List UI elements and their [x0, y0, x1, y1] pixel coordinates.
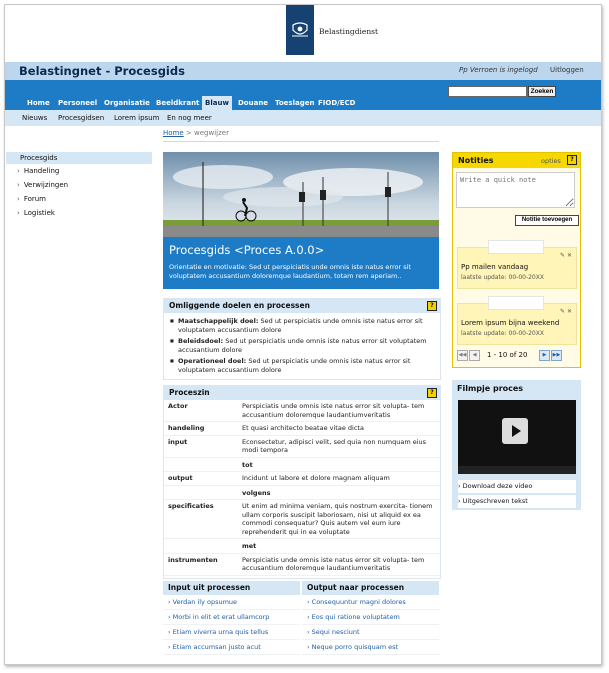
goals-title: Omliggende doelen en processen: [169, 301, 310, 310]
table-row: [164, 435, 440, 457]
subnav-nieuws[interactable]: Nieuws: [22, 114, 48, 122]
input-process-link[interactable]: [163, 610, 300, 625]
chevron-right-icon: ›: [307, 628, 312, 636]
row-value: Perspiciatis unde omnis iste natus error sit volupta- tem accusantium doloremque laudantiumveritatis: [238, 553, 440, 575]
table-row: [164, 422, 440, 436]
add-note-button[interactable]: Notitie toevoegen: [515, 215, 579, 226]
row-key: handeling: [164, 422, 238, 436]
nav-organisatie[interactable]: Organisatie: [104, 99, 150, 107]
proceszin-table: [164, 400, 440, 576]
breadcrumb-home[interactable]: Home: [163, 129, 184, 137]
table-row: [164, 500, 440, 539]
notes-pager: [457, 350, 577, 362]
subnav-procesgidsen[interactable]: Procesgidsen: [58, 114, 105, 122]
link-label: Download deze video: [462, 482, 533, 490]
output-process-link[interactable]: [302, 625, 439, 640]
list-item: [170, 317, 434, 334]
proceszin-header: [164, 386, 440, 400]
chevron-right-icon: ›: [17, 181, 20, 189]
row-key: instrumenten: [164, 553, 238, 575]
video-player[interactable]: [458, 400, 576, 474]
note-meta: laatste update: 00-00-20XX: [461, 274, 544, 281]
row-key: specificaties: [164, 500, 238, 539]
close-icon[interactable]: ✕: [566, 308, 572, 315]
help-icon[interactable]: ?: [427, 388, 437, 398]
link-label: Uitgeschreven tekst: [462, 497, 528, 505]
output-process-link[interactable]: [302, 610, 439, 625]
nav-personeel[interactable]: Personeel: [58, 99, 98, 107]
row-value: Perspiciatis unde omnis iste natus error sit volupta- tem accusantium doloremque laudantiumveritatis: [238, 400, 440, 422]
note-card[interactable]: [457, 247, 577, 289]
list-item: [170, 337, 434, 354]
chevron-right-icon: ›: [168, 613, 173, 621]
notes-widget: [452, 152, 581, 368]
table-row: [164, 400, 440, 422]
output-processes-title: Output naar processen: [302, 581, 439, 595]
note-text: Pp mailen vandaag: [461, 263, 529, 271]
proceszin-title: Proceszin: [169, 388, 210, 397]
link-label: Verdan ily opsumue: [172, 598, 238, 606]
goal-label: Beleidsdoel:: [178, 337, 224, 345]
goals-header: [164, 299, 440, 313]
goal-label: Operationeel doel:: [178, 357, 247, 365]
row-value: Et quasi architecto beatae vitae dicta: [238, 422, 440, 436]
hero-photo: [163, 152, 439, 237]
download-video-link[interactable]: [458, 480, 576, 493]
output-process-link[interactable]: [302, 595, 439, 610]
hero-title: Procesgids <Proces A.0.0>: [169, 243, 325, 257]
transcript-link[interactable]: [458, 495, 576, 508]
crest-icon: [286, 5, 314, 55]
link-label: Neque porro quisquam est: [311, 643, 399, 651]
pencil-icon[interactable]: ✎: [560, 308, 566, 315]
link-label: Eos qui ratione voluptatem: [311, 613, 400, 621]
help-icon[interactable]: ?: [567, 155, 577, 165]
chevron-right-icon: ›: [168, 598, 173, 606]
goal-text: Sed ut perspiciatis unde omnis iste natus error sit voluptatem accusantium dolore: [178, 337, 427, 354]
chevron-right-icon: ›: [458, 482, 463, 490]
chevron-right-icon: ›: [307, 643, 312, 651]
pencil-icon[interactable]: ✎: [560, 252, 566, 259]
breadcrumb: [163, 129, 229, 137]
chevron-right-icon: ›: [458, 497, 463, 505]
next-page-icon[interactable]: ▶: [539, 350, 550, 361]
notes-options-link[interactable]: opties: [541, 157, 561, 165]
goal-text: Sed ut perspiciatis unde omnis iste natus error sit voluptatem accusantium dolore: [178, 317, 423, 334]
note-meta: laatste update: 00-00-20XX: [461, 330, 544, 337]
close-icon[interactable]: ✕: [566, 252, 572, 259]
chevron-right-icon: ›: [168, 628, 173, 636]
chevron-right-icon: ›: [17, 167, 20, 175]
login-status: Pp Verroen is ingelogd: [459, 66, 538, 74]
input-processes-title: Input uit processen: [163, 581, 300, 595]
leftnav-label: Handeling: [23, 167, 60, 175]
divider: [163, 141, 439, 142]
leftnav-label: Logistiek: [23, 209, 55, 217]
note-tape: [488, 296, 544, 310]
play-icon[interactable]: [502, 418, 528, 444]
goals-section: [163, 298, 441, 380]
subnav-en-nog-meer[interactable]: En nog meer: [167, 114, 212, 122]
pager-text: 1 - 10 of 20: [487, 351, 528, 359]
table-row: [164, 485, 440, 500]
table-row: [164, 457, 440, 472]
leftnav-item-handeling[interactable]: [6, 164, 152, 178]
nav-toeslagen[interactable]: Toeslagen: [275, 99, 315, 107]
logo[interactable]: [286, 5, 378, 55]
note-controls[interactable]: [560, 252, 572, 259]
search-input[interactable]: [448, 86, 527, 97]
nav-douane[interactable]: Douane: [238, 99, 269, 107]
last-page-icon[interactable]: ▶▶: [551, 350, 562, 361]
leftnav-label: Verwijzingen: [23, 181, 69, 189]
logo-text: Belastingdienst: [319, 27, 379, 36]
link-label: Etiam viverra urna quis tellus: [172, 628, 269, 636]
page-frame: [4, 4, 602, 665]
note-controls[interactable]: [560, 308, 572, 315]
site-title: Belastingnet - Procesgids: [19, 64, 185, 78]
chevron-right-icon: ›: [307, 613, 312, 621]
nav-home[interactable]: Home: [27, 99, 50, 107]
prev-page-icon[interactable]: ◀: [469, 350, 480, 361]
input-process-link[interactable]: [163, 625, 300, 640]
video-title: Filmpje proces: [457, 384, 524, 393]
title-bar: [5, 62, 601, 80]
row-separator: met: [238, 539, 440, 554]
note-tape: [488, 240, 544, 254]
row-key: input: [164, 435, 238, 457]
row-key: output: [164, 472, 238, 486]
leftnav-label: Forum: [23, 195, 47, 203]
search-button[interactable]: Zoeken: [528, 86, 556, 97]
input-processes: [163, 581, 300, 655]
goal-text: Sed ut perspiciatis unde omnis iste natus error sit voluptatem accusantium dolore: [178, 357, 411, 374]
chevron-right-icon: ›: [307, 598, 312, 606]
notes-header: [453, 153, 580, 168]
row-value: Econsectetur, adipisci velit, sed quia non numquam eius modi tempora: [238, 435, 440, 457]
leftnav-item-forum[interactable]: [6, 192, 152, 206]
row-value: Incidunt ut labore et dolore magnam aliquam: [238, 472, 440, 486]
logout-link[interactable]: Uitloggen: [550, 66, 584, 74]
video-widget: [452, 380, 581, 510]
goals-list: [164, 313, 440, 379]
sub-nav: [5, 110, 601, 126]
table-row: [164, 553, 440, 575]
notes-title: Notities: [458, 156, 494, 165]
leftnav-item-verwijzingen[interactable]: [6, 178, 152, 192]
link-label: Consequuntur magni dolores: [311, 598, 406, 606]
row-separator: volgens: [238, 485, 440, 500]
input-process-link[interactable]: [163, 640, 300, 655]
breadcrumb-separator: >: [185, 129, 192, 137]
row-key: Actor: [164, 400, 238, 422]
list-item: [170, 357, 434, 374]
nav-blauw[interactable]: Blauw: [202, 96, 232, 110]
row-separator: tot: [238, 457, 440, 472]
left-nav: [6, 152, 152, 220]
link-label: Etiam accumsan justo acut: [172, 643, 261, 651]
row-value: Ut enim ad minima veniam, quis nostrum exercita- tionem ullam corporis suscipit laboriosam, nisi ut aliquid ex ea commodi consequatur? Quis autem vel eum iure reprehenderit qui in ea voluptate: [238, 500, 440, 539]
note-input[interactable]: [456, 172, 575, 208]
leftnav-item-logistiek[interactable]: [6, 206, 152, 220]
note-card[interactable]: [457, 303, 577, 345]
input-process-link[interactable]: [163, 595, 300, 610]
goal-label: Maatschappelijk doel:: [178, 317, 259, 325]
output-process-link[interactable]: [302, 640, 439, 655]
link-label: Sequi nesciunt: [311, 628, 360, 636]
table-row: [164, 539, 440, 554]
nav-fiod-ecd[interactable]: FIOD/ECD: [318, 99, 356, 107]
hero-banner: [163, 152, 439, 289]
chevron-right-icon: ›: [17, 195, 20, 203]
chevron-right-icon: ›: [168, 643, 173, 651]
first-page-icon[interactable]: ◀◀: [457, 350, 468, 361]
nav-beeldkrant[interactable]: Beeldkrant: [156, 99, 200, 107]
link-label: Morbi in elit et erat ullamcorp: [172, 613, 270, 621]
note-text: Lorem ipsum bijna weekend: [461, 319, 560, 327]
breadcrumb-current: wegwijzer: [194, 129, 229, 137]
proceszin-section: [163, 385, 441, 579]
help-icon[interactable]: ?: [427, 301, 437, 311]
leftnav-head[interactable]: Procesgids: [6, 152, 152, 164]
table-row: [164, 472, 440, 486]
output-processes: [302, 581, 439, 655]
subnav-lorem-ipsum[interactable]: Lorem ipsum: [114, 114, 160, 122]
video-controls[interactable]: [458, 466, 576, 474]
hero-description: Orientatie en motivatie: Sed ut perspiciatis unde omnis iste natus error sit voluptatem accusantium doloremque laudantium, totam rem aperiam..: [169, 263, 411, 280]
chevron-right-icon: ›: [17, 209, 20, 217]
